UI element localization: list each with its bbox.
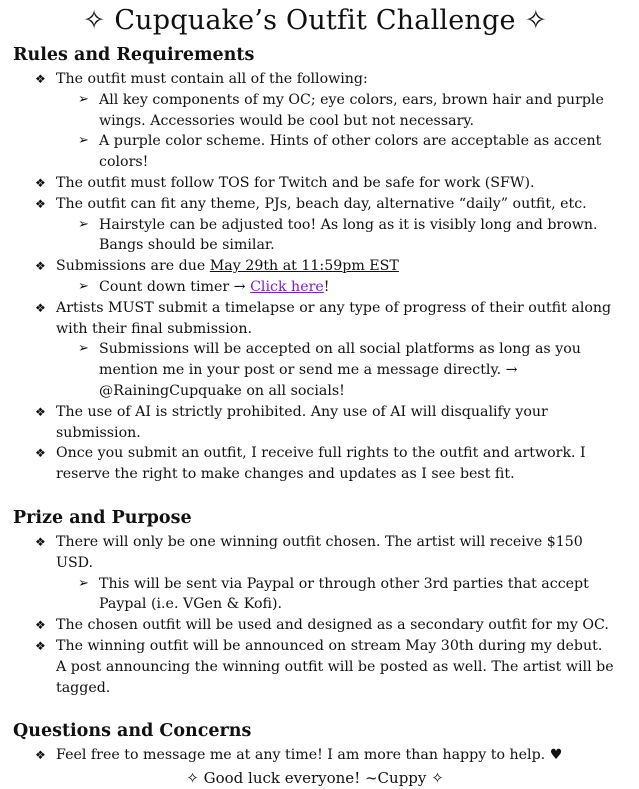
list-item: ❖ Once you submit an outfit, I receive full rights to the outfit and artwork. I reserve the right to make changes and updates as I see best fit. — [35, 445, 586, 483]
sub-list — [13, 215, 617, 257]
prize-list — [13, 532, 617, 698]
list-item: ❖ The chosen outfit will be used and designed as a secondary outfit for my OC. — [13, 615, 617, 636]
arrow-bullet-icon: ➢ — [78, 133, 89, 149]
countdown-timer-link[interactable]: Click here — [250, 278, 324, 295]
questions-list — [13, 745, 617, 766]
list-item: ❖ The outfit must follow TOS for Twitch and be safe for work (SFW). — [13, 173, 617, 194]
diamond-bullet-icon: ❖ — [35, 300, 46, 315]
arrow-bullet-icon: ➢ — [78, 575, 89, 591]
arrow-bullet-icon: ➢ — [78, 278, 89, 294]
diamond-bullet-icon: ❖ — [35, 446, 46, 461]
sub-list — [13, 277, 617, 298]
diamond-bullet-icon: ❖ — [35, 196, 46, 211]
section-heading-questions: Questions and Concerns — [13, 721, 252, 742]
list-item: ➢ All key components of my OC; eye colors, ears, brown hair and purple wings. Accessories would be cool but not necessary. — [78, 91, 604, 129]
list-item: ➢ This will be sent via Paypal or through other 3rd parties that accept Paypal (i.e. VGen & Kofi). — [78, 575, 589, 613]
list-item: ➢ Hairstyle can be adjusted too! As long as it is visibly long and brown. Bangs should be similar. — [78, 216, 598, 254]
list-item: ❖ The use of AI is strictly prohibited. Any use of AI will disqualify your submission. — [35, 403, 548, 441]
diamond-bullet-icon: ❖ — [35, 618, 46, 633]
rules-list — [13, 69, 617, 485]
list-item: ❖ The winning outfit will be announced on stream May 30th during my debut. A post announcing the winning outfit will be posted as well. The artist will be tagged. — [35, 637, 614, 696]
diamond-bullet-icon: ❖ — [35, 748, 46, 763]
arrow-bullet-icon: ➢ — [78, 216, 89, 232]
diamond-bullet-icon: ❖ — [35, 175, 46, 190]
diamond-bullet-icon: ❖ — [35, 534, 46, 549]
list-item: ❖ Feel free to message me at any time! I am more than happy to help. ♥ — [13, 745, 617, 766]
closing-message: ✧ Good luck everyone! ~Cuppy ✧ — [186, 769, 444, 788]
list-item: ❖ The outfit must contain all of the following: — [13, 69, 617, 90]
list-item: ❖ There will only be one winning outfit chosen. The artist will receive $150 USD. — [35, 533, 583, 571]
diamond-bullet-icon: ❖ — [35, 259, 46, 274]
arrow-bullet-icon: ➢ — [78, 91, 89, 107]
section-heading-rules: Rules and Requirements — [13, 45, 255, 65]
diamond-bullet-icon: ❖ — [35, 638, 46, 653]
list-item: ❖ The outfit can fit any theme, PJs, beach day, alternative “daily” outfit, etc. — [13, 194, 617, 215]
page-title: ✧ Cupquake’s Outfit Challenge ✧ — [82, 5, 548, 36]
list-item: ➢ Submissions will be accepted on all social platforms as long as you mention me in your post or send me a message directly. → @RainingCupquake on all socials! — [78, 341, 581, 399]
list-item: ➢ A purple color scheme. Hints of other colors are acceptable as accent colors! — [78, 133, 602, 171]
section-heading-prize: Prize and Purpose — [13, 507, 192, 528]
sub-list — [13, 574, 617, 616]
list-item: ❖ Submissions are due May 29th at 11:59pm EST — [13, 256, 617, 277]
list-item: ❖ Artists MUST submit a timelapse or any type of progress of their outfit along with their final submission. — [35, 299, 612, 337]
diamond-bullet-icon: ❖ — [35, 404, 46, 419]
arrow-bullet-icon: ➢ — [78, 341, 89, 357]
due-date: May 29th at 11:59pm EST — [209, 258, 399, 275]
list-item: ➢ Count down timer → Click here! — [56, 277, 617, 298]
diamond-bullet-icon: ❖ — [35, 72, 46, 86]
sub-list — [13, 90, 617, 173]
sub-list — [13, 339, 617, 401]
